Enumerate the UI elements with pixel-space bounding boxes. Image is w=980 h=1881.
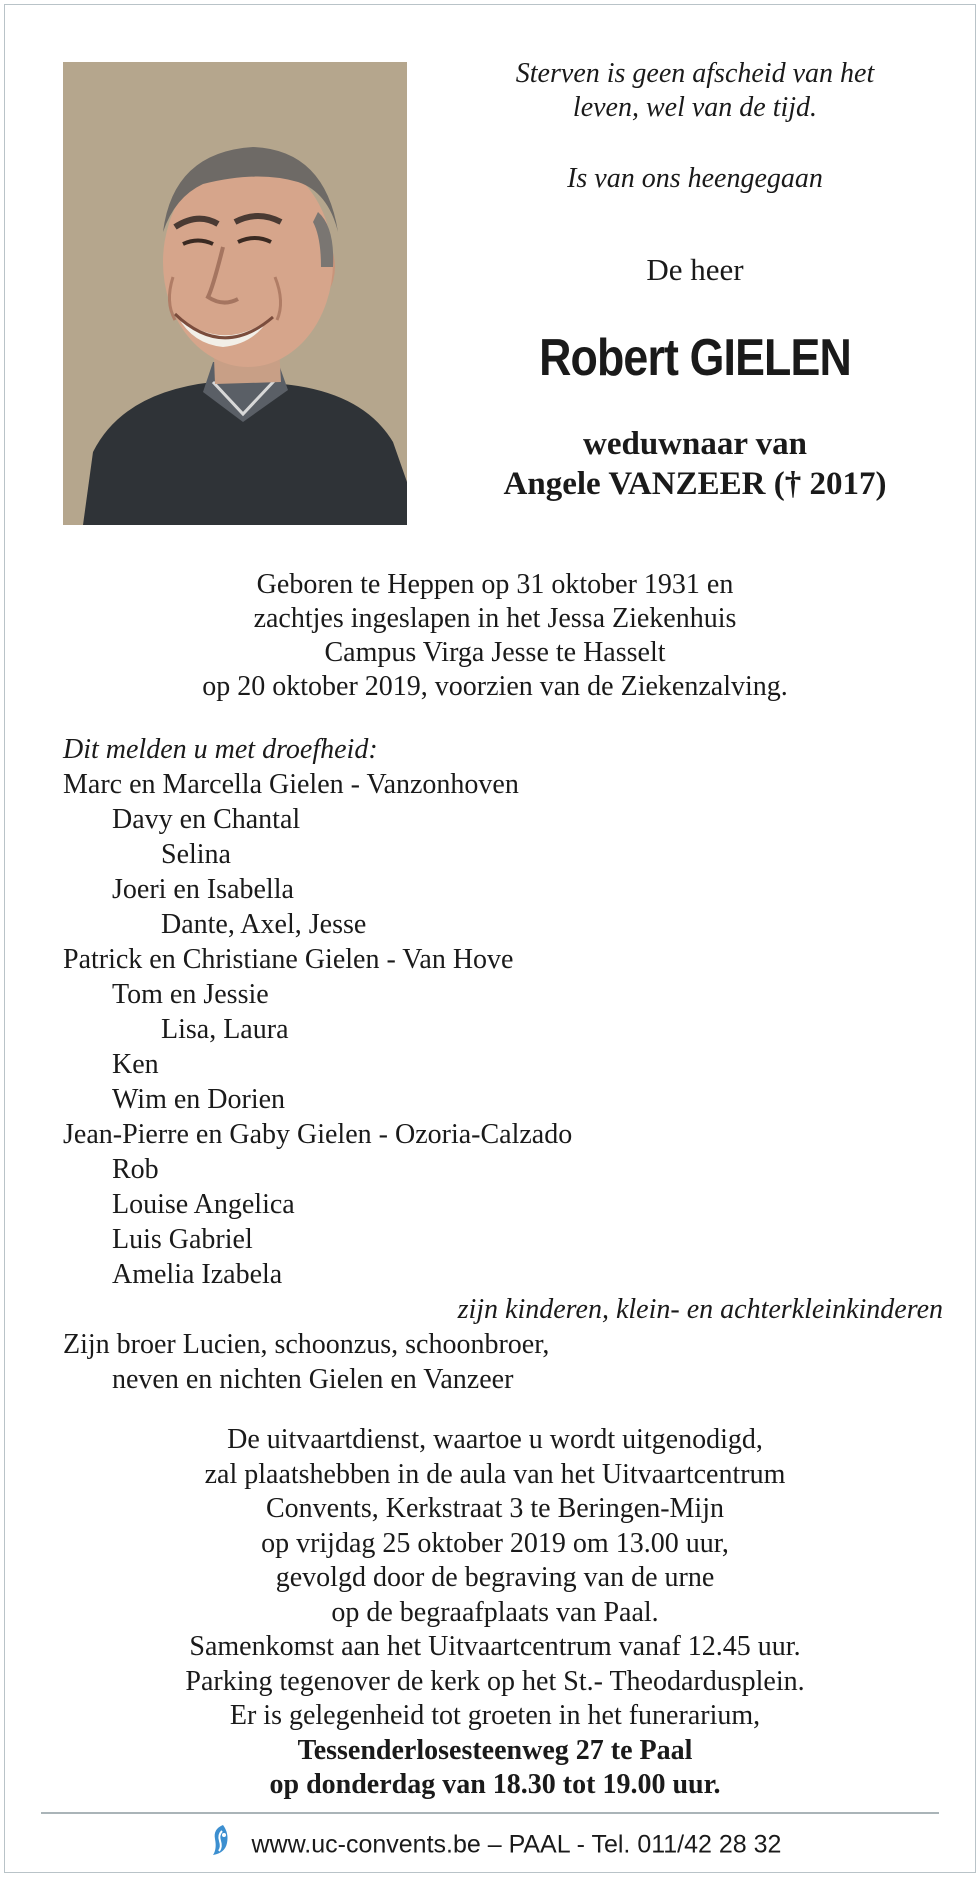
family-line: Rob	[112, 1154, 159, 1185]
family-line: Lisa, Laura	[161, 1014, 289, 1045]
family-line: Davy en Chantal	[112, 804, 301, 835]
family-intro: Dit melden u met droefheid:	[63, 734, 378, 765]
birth-line: Campus Virga Jesse te Hasselt	[324, 637, 666, 668]
footer-contact: www.uc-convents.be – PAAL - Tel. 011/42 28 32	[251, 1830, 782, 1859]
departed-text: Is van ons heengegaan	[567, 163, 823, 194]
funeral-line: Samenkomst aan het Uitvaartcentrum vanaf 12.45 uur.	[189, 1631, 801, 1662]
memorial-quote	[435, 57, 955, 125]
family-line: Dante, Axel, Jesse	[161, 909, 367, 940]
extended-family-line: neven en nichten Gielen en Vanzeer	[112, 1364, 514, 1395]
family-relation: zijn kinderen, klein- en achterkleinkinderen	[457, 1294, 943, 1325]
birth-line: op 20 oktober 2019, voorzien van de Ziekenzalving.	[202, 671, 788, 702]
family-line: Jean-Pierre en Gaby Gielen - Ozoria-Calzado	[63, 1119, 573, 1150]
funerarium-address: Tessenderlosesteenweg 27 te Paal	[297, 1734, 693, 1766]
quote-line-2: leven, wel van de tijd.	[572, 92, 818, 123]
obituary-notice	[4, 4, 976, 1873]
footer	[5, 1823, 980, 1866]
birth-line: Geboren te Heppen op 31 oktober 1931 en	[256, 569, 734, 600]
funeral-line: Parking tegenover de kerk op het St.- Theodardusplein.	[185, 1665, 805, 1697]
family-line: Patrick en Christiane Gielen - Van Hove	[63, 944, 514, 975]
family-line: Marc en Marcella Gielen - Vanzonhoven	[63, 769, 519, 800]
funeral-line: Convents, Kerkstraat 3 te Beringen-Mijn	[265, 1493, 724, 1524]
honorific: De heer	[646, 252, 744, 287]
footer-divider	[41, 1812, 939, 1814]
funeral-details	[5, 1423, 980, 1803]
funeral-line: op de begraafplaats van Paal.	[331, 1596, 659, 1628]
family-line: Joeri en Isabella	[112, 874, 294, 905]
funeral-home-logo-icon	[209, 1823, 233, 1866]
heading-block	[435, 57, 955, 504]
portrait-photo	[63, 62, 407, 525]
funeral-line: zal plaatshebben in de aula van het Uitvaartcentrum	[204, 1458, 786, 1490]
family-line: Louise Angelica	[112, 1189, 295, 1220]
portrait-illustration	[63, 62, 407, 525]
deceased-name: Robert GIELEN	[539, 329, 851, 387]
widower-label: weduwnaar van	[582, 426, 808, 462]
family-line: Ken	[112, 1049, 159, 1080]
family-line: Tom en Jessie	[112, 979, 269, 1010]
birth-line: zachtjes ingeslapen in het Jessa Ziekenhuis	[253, 603, 737, 634]
family-line: Selina	[161, 839, 231, 870]
birth-death-details	[5, 568, 980, 704]
extended-family-line: Zijn broer Lucien, schoonzus, schoonbroer,	[63, 1329, 550, 1360]
funeral-line: op vrijdag 25 oktober 2019 om 13.00 uur,	[261, 1527, 729, 1559]
visiting-hours: op donderdag van 18.30 tot 19.00 uur.	[269, 1769, 721, 1800]
funeral-line: gevolgd door de begraving van de urne	[275, 1562, 715, 1593]
family-line: Amelia Izabela	[112, 1259, 283, 1290]
quote-line-1: Sterven is geen afscheid van het	[515, 58, 875, 89]
spouse-name: Angele VANZEER († 2017)	[503, 466, 887, 502]
family-list	[63, 732, 943, 1397]
funeral-line: Er is gelegenheid tot groeten in het funerarium,	[229, 1700, 761, 1731]
funeral-line: De uitvaartdienst, waartoe u wordt uitgenodigd,	[227, 1424, 763, 1455]
family-line: Wim en Dorien	[112, 1084, 286, 1115]
family-line: Luis Gabriel	[112, 1224, 253, 1255]
